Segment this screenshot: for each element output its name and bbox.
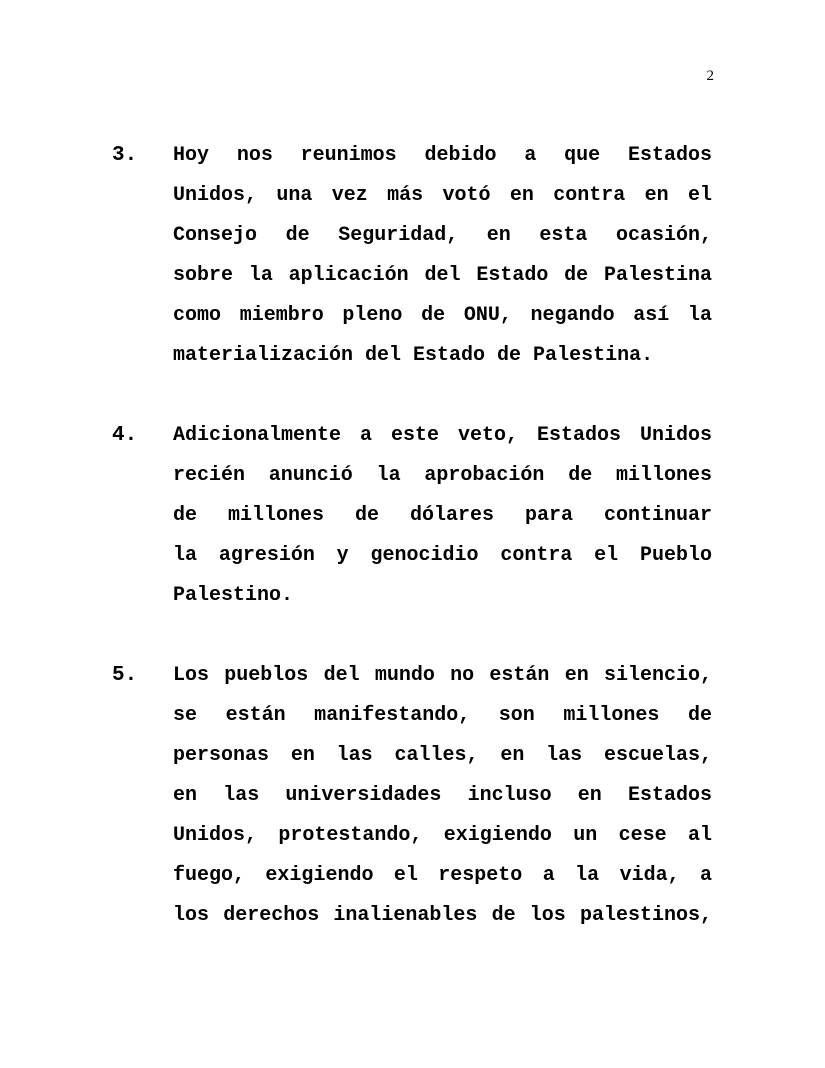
paragraph-3 (112, 136, 712, 376)
paragraph-body (173, 136, 712, 376)
text-line: Palestino. (173, 584, 294, 607)
paragraph-number: 4. (112, 424, 138, 447)
text-line: fuego, exigiendo el respeto a la vida, a (173, 864, 712, 887)
text-line: la agresión y genocidio contra el Pueblo (173, 544, 712, 567)
paragraph-body (173, 656, 712, 936)
text-line: personas en las calles, en las escuelas, (173, 744, 712, 767)
paragraph-number: 5. (112, 664, 138, 687)
text-line: de millones de dólares para continuar (173, 504, 712, 527)
text-line: como miembro pleno de ONU, negando así la (173, 304, 712, 327)
text-line: se están manifestando, son millones de (173, 704, 712, 727)
text-line: los derechos inalienables de los palestinos, (173, 904, 712, 927)
text-line: Los pueblos del mundo no están en silencio, (173, 664, 712, 687)
paragraph-body (173, 416, 712, 616)
paragraph-4 (112, 416, 712, 616)
page-number: 2 (706, 68, 714, 84)
text-line: materialización del Estado de Palestina. (173, 344, 654, 367)
text-line: en las universidades incluso en Estados (173, 784, 712, 807)
text-line: Consejo de Seguridad, en esta ocasión, (173, 224, 712, 247)
text-line: Unidos, una vez más votó en contra en el (173, 184, 712, 207)
text-line: recién anunció la aprobación de millones (173, 464, 712, 487)
text-line: Adicionalmente a este veto, Estados Unidos (173, 424, 712, 447)
paragraph-5 (112, 656, 712, 936)
paragraph-number: 3. (112, 144, 138, 167)
text-line: sobre la aplicación del Estado de Palestina (173, 264, 712, 287)
text-line: Hoy nos reunimos debido a que Estados (173, 144, 712, 167)
text-line: Unidos, protestando, exigiendo un cese al (173, 824, 712, 847)
